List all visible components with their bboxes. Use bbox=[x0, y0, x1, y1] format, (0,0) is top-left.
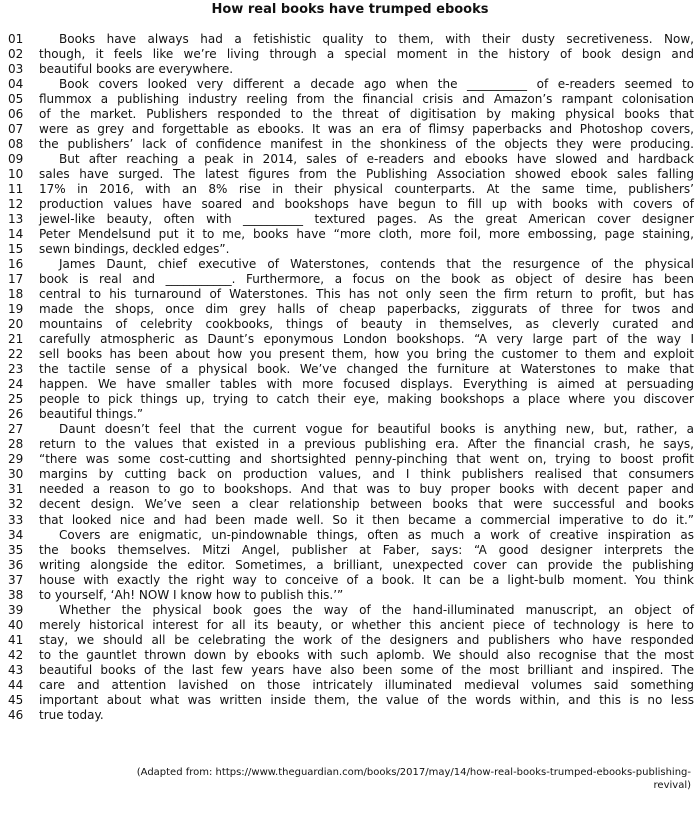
line-number: 31 bbox=[8, 482, 24, 497]
line-text: “there was some cost-cutting and shortsighted penny-pinching that went on, trying to boost profit bbox=[39, 452, 694, 467]
line-text: Daunt doesn’t feel that the current vogue for beautiful books is anything new, but, rather, a bbox=[59, 422, 694, 437]
text-line bbox=[8, 648, 694, 663]
line-number: 16 bbox=[8, 257, 24, 272]
line-number: 23 bbox=[8, 362, 24, 377]
line-number: 13 bbox=[8, 212, 24, 227]
line-number: 10 bbox=[8, 167, 24, 182]
text-line bbox=[8, 452, 694, 467]
line-number: 02 bbox=[8, 47, 24, 62]
line-text: carefully atmospheric as Daunt’s eponymous London bookshops. “A very large part of the way I bbox=[39, 332, 694, 347]
line-number: 15 bbox=[8, 242, 24, 257]
line-text: 17% in 2016, with an 8% rise in their physical counterparts. At the same time, publishers’ bbox=[39, 182, 694, 197]
line-number: 40 bbox=[8, 617, 24, 632]
line-number: 17 bbox=[8, 272, 24, 287]
line-text: Book covers looked very different a decade ago when the __________ of e-readers seemed to bbox=[59, 77, 694, 92]
line-number: 35 bbox=[8, 542, 24, 557]
line-text: to the gauntlet thrown down by ebooks with such aplomb. We should also recognise that the most bbox=[39, 647, 694, 662]
line-text: happen. We have smaller tables with more focused displays. Everything is aimed at persuading bbox=[39, 377, 694, 392]
line-text: to yourself, ‘Ah! NOW I know how to publish this.’” bbox=[39, 587, 344, 602]
line-text: the books themselves. Mitzi Angel, publisher at Faber, says: “A good designer interprets the bbox=[39, 542, 694, 557]
text-line bbox=[8, 407, 694, 422]
text-line bbox=[8, 62, 694, 77]
line-number: 06 bbox=[8, 107, 24, 122]
text-line bbox=[8, 122, 694, 137]
text-line bbox=[8, 422, 694, 437]
text-line bbox=[8, 272, 694, 287]
line-text: were as grey and forgettable as ebooks. It was an era of flimsy paperbacks and Photoshop covers, bbox=[39, 122, 694, 137]
line-number: 05 bbox=[8, 92, 24, 107]
line-number: 41 bbox=[8, 632, 24, 647]
text-line bbox=[8, 693, 694, 708]
line-number: 37 bbox=[8, 572, 24, 587]
text-line bbox=[8, 633, 694, 648]
line-text: margins by cutting back on production values, and I think publishers realised that consumers bbox=[39, 467, 694, 482]
line-text: mountains of celebrity cookbooks, things of beauty in themselves, as cleverly curated and bbox=[39, 317, 694, 332]
line-text: though, it feels like we’re living through a special moment in the history of book design and bbox=[39, 47, 694, 62]
text-line bbox=[8, 497, 694, 512]
text-line bbox=[8, 92, 694, 107]
text-line bbox=[8, 197, 694, 212]
line-number: 03 bbox=[8, 62, 24, 77]
text-line bbox=[8, 392, 694, 407]
line-text: writing alongside the editor. Sometimes, a brilliant, unexpected cover can provide the publishing bbox=[39, 557, 694, 572]
text-line bbox=[8, 182, 694, 197]
line-text: flummox a publishing industry reeling from the financial crisis and Amazon’s rampant colonisation bbox=[39, 92, 694, 107]
line-text: the tactile sense of a physical book. We’ve changed the furniture at Waterstones to make that bbox=[39, 362, 694, 377]
line-text: sales have surged. The latest figures from the Publishing Association showed ebook sales falling bbox=[39, 167, 694, 182]
text-line bbox=[8, 663, 694, 678]
line-text: needed a reason to go to bookshops. And that was to buy proper books with decent paper and bbox=[39, 482, 694, 497]
line-text: jewel-like beauty, often with __________ textured pages. As the great American cover designer bbox=[39, 212, 694, 227]
text-line bbox=[8, 302, 694, 317]
line-text: James Daunt, chief executive of Waterstones, contends that the resurgence of the physical bbox=[59, 257, 694, 272]
line-text: Whether the physical book goes the way of the hand-illuminated manuscript, an object of bbox=[59, 602, 694, 617]
line-number: 14 bbox=[8, 227, 24, 242]
line-number: 46 bbox=[8, 707, 24, 722]
text-line bbox=[8, 242, 694, 257]
line-text: Covers are enigmatic, un-pindownable things, often as much a work of creative inspiration as bbox=[59, 527, 694, 542]
text-line bbox=[8, 513, 694, 528]
text-line bbox=[8, 678, 694, 693]
line-text: production values have soared and bookshops have begun to fill up with books with covers of bbox=[39, 197, 694, 212]
text-line bbox=[8, 467, 694, 482]
line-number: 44 bbox=[8, 677, 24, 692]
line-number: 26 bbox=[8, 407, 24, 422]
text-line bbox=[8, 107, 694, 122]
text-line bbox=[8, 618, 694, 633]
line-text: sell books has been about how you present them, how you bring the customer to them and exploit bbox=[39, 347, 694, 362]
line-text: But after reaching a peak in 2014, sales of e-readers and ebooks have slowed and hardback bbox=[59, 152, 694, 167]
line-text: beautiful things.” bbox=[39, 407, 144, 422]
text-line bbox=[8, 287, 694, 302]
line-text: the publishers’ lack of confidence manifest in the shonkiness of the objects they were producing. bbox=[39, 137, 694, 152]
text-line bbox=[8, 588, 694, 603]
line-number: 33 bbox=[8, 512, 24, 527]
line-number: 21 bbox=[8, 332, 24, 347]
line-number: 22 bbox=[8, 347, 24, 362]
text-line bbox=[8, 152, 694, 167]
text-line bbox=[8, 137, 694, 152]
line-text: Peter Mendelsund put it to me, books have “more cloth, more foil, more embossing, page staining, bbox=[39, 227, 694, 242]
text-line bbox=[8, 543, 694, 558]
text-line bbox=[8, 32, 694, 47]
line-text: sewn bindings, deckled edges”. bbox=[39, 242, 230, 257]
text-line bbox=[8, 167, 694, 182]
line-number: 20 bbox=[8, 317, 24, 332]
line-number: 01 bbox=[8, 32, 24, 46]
line-text: Books have always had a fetishistic quality to them, with their dusty secretiveness. Now, bbox=[59, 32, 694, 46]
line-number: 04 bbox=[8, 77, 24, 92]
line-number: 29 bbox=[8, 452, 24, 467]
text-line bbox=[8, 212, 694, 227]
line-number: 27 bbox=[8, 422, 24, 437]
line-number: 36 bbox=[8, 557, 24, 572]
page-title: How real books have trumped ebooks bbox=[211, 2, 489, 17]
text-line bbox=[8, 573, 694, 588]
line-text: beautiful books of the last few years have also been some of the most brilliant and inspired. The bbox=[39, 662, 694, 677]
line-number: 08 bbox=[8, 137, 24, 152]
text-line bbox=[8, 317, 694, 332]
text-line bbox=[8, 558, 694, 573]
line-text: true today. bbox=[39, 707, 104, 722]
line-text: book is real and ___________. Furthermore, a focus on the book as object of desire has been bbox=[39, 272, 694, 287]
line-text: people to pick things up, trying to catch their eye, making bookshops a place where you discover bbox=[39, 392, 694, 407]
text-line bbox=[8, 708, 694, 723]
line-number: 18 bbox=[8, 287, 24, 302]
line-number: 34 bbox=[8, 527, 24, 542]
line-text: made the shops, once dim grey halls of cheap paperbacks, ziggurats of three for twos and bbox=[39, 302, 694, 317]
line-number: 38 bbox=[8, 587, 24, 602]
text-line bbox=[8, 227, 694, 242]
text-line bbox=[8, 528, 694, 543]
line-text: house with exactly the right way to conceive of a book. It can be a light-bulb moment. You think bbox=[39, 572, 694, 587]
line-number: 07 bbox=[8, 122, 24, 137]
text-line bbox=[8, 437, 694, 452]
text-line bbox=[8, 257, 694, 272]
line-text: return to the values that existed in a previous publishing era. After the financial crash, he says, bbox=[39, 437, 694, 452]
line-number: 32 bbox=[8, 497, 24, 512]
article-body bbox=[8, 32, 694, 723]
text-line bbox=[8, 482, 694, 497]
text-line bbox=[8, 603, 694, 618]
line-number: 43 bbox=[8, 662, 24, 677]
line-number: 12 bbox=[8, 197, 24, 212]
line-number: 42 bbox=[8, 647, 24, 662]
line-text: merely historical interest for all its beauty, or whether this ancient piece of technology is here to bbox=[39, 617, 694, 632]
line-text: important about what was written inside them, the value of the words within, and this is no less bbox=[39, 692, 694, 707]
line-text: decent design. We’ve seen a clear relationship between books that were successful and books bbox=[39, 497, 694, 512]
text-line bbox=[8, 77, 694, 92]
line-number: 24 bbox=[8, 377, 24, 392]
text-line bbox=[8, 362, 694, 377]
line-number: 25 bbox=[8, 392, 24, 407]
line-number: 11 bbox=[8, 182, 24, 197]
line-text: care and attention lavished on those intricately illuminated medieval volumes said something bbox=[39, 677, 694, 692]
line-text: stay, we should all be celebrating the work of the designers and publishers who have responded bbox=[39, 632, 694, 647]
text-line bbox=[8, 347, 694, 362]
line-text: beautiful books are everywhere. bbox=[39, 62, 234, 77]
line-number: 28 bbox=[8, 437, 24, 452]
line-number: 39 bbox=[8, 602, 24, 617]
line-text: central to his turnaround of Waterstones. This has not only seen the firm return to profit, but has bbox=[39, 287, 694, 302]
source-citation: (Adapted from: https://www.theguardian.com/books/2017/may/14/how-real-books-trumped-ebooks-publishing- revival) bbox=[136, 767, 691, 791]
text-line bbox=[8, 377, 694, 392]
text-line bbox=[8, 47, 694, 62]
line-text: that looked nice and had been made well. So it then became a commercial imperative to do it.” bbox=[39, 512, 694, 527]
line-number: 45 bbox=[8, 692, 24, 707]
line-number: 19 bbox=[8, 302, 24, 317]
text-line bbox=[8, 332, 694, 347]
line-number: 30 bbox=[8, 467, 24, 482]
line-number: 09 bbox=[8, 152, 24, 167]
line-text: of the market. Publishers responded to the threat of digitisation by making physical books that bbox=[39, 107, 694, 122]
